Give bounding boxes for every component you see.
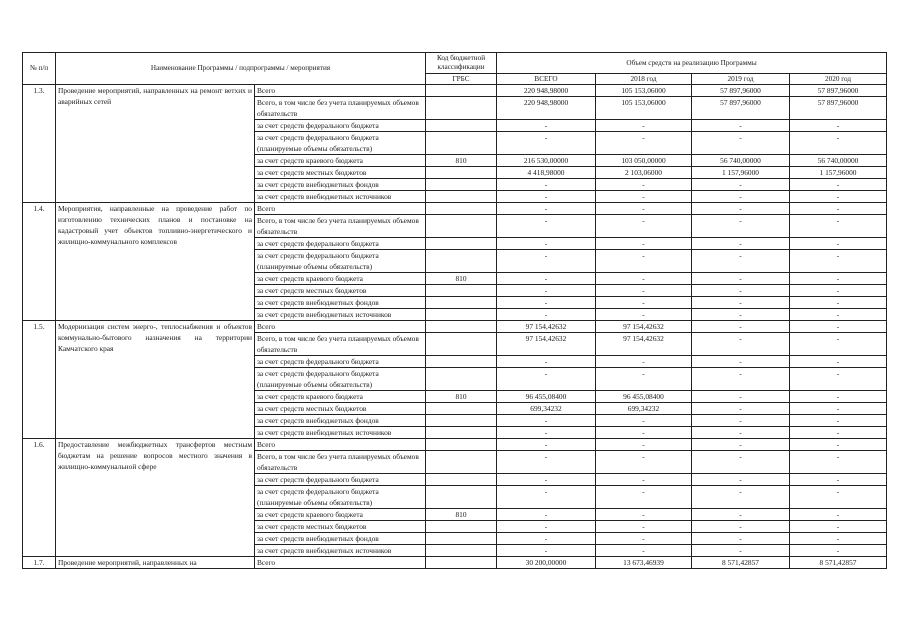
document-page bbox=[22, 52, 886, 569]
amount-total: - bbox=[497, 521, 596, 533]
amount-total: - bbox=[497, 297, 596, 309]
table-row bbox=[23, 439, 887, 451]
amount-total: 96 455,08400 bbox=[497, 391, 596, 403]
amount-2018: 2 103,06000 bbox=[596, 167, 692, 179]
item-number: 1.3. bbox=[23, 85, 56, 203]
amount-total: - bbox=[497, 132, 596, 155]
amount-2019: - bbox=[692, 521, 790, 533]
grbs-code bbox=[426, 333, 497, 356]
amount-total: 216 530,00000 bbox=[497, 155, 596, 167]
amount-total: 220 948,98000 bbox=[497, 97, 596, 120]
amount-2020: - bbox=[790, 474, 887, 486]
funding-source: за счет средств внебюджетных фондов bbox=[255, 533, 426, 545]
amount-2018: - bbox=[596, 215, 692, 238]
amount-2019: - bbox=[692, 509, 790, 521]
program-funding-table bbox=[22, 52, 887, 569]
amount-2018: - bbox=[596, 132, 692, 155]
funding-source: Всего bbox=[255, 85, 426, 97]
amount-total: 30 200,00000 bbox=[497, 557, 596, 569]
table-row bbox=[23, 321, 887, 333]
amount-2019: - bbox=[692, 533, 790, 545]
amount-2018: - bbox=[596, 439, 692, 451]
amount-total: - bbox=[497, 191, 596, 203]
grbs-code bbox=[426, 533, 497, 545]
funding-source: за счет средств краевого бюджета bbox=[255, 509, 426, 521]
amount-2020: - bbox=[790, 368, 887, 391]
item-number: 1.7. bbox=[23, 557, 56, 569]
grbs-code bbox=[426, 85, 497, 97]
amount-2019: - bbox=[692, 309, 790, 321]
funding-source: за счет средств федерального бюджета bbox=[255, 120, 426, 132]
grbs-code bbox=[426, 356, 497, 368]
amount-total: - bbox=[497, 439, 596, 451]
amount-2020: 57 897,96000 bbox=[790, 85, 887, 97]
amount-total: 699,34232 bbox=[497, 403, 596, 415]
amount-total: 220 948,98000 bbox=[497, 85, 596, 97]
amount-2020: - bbox=[790, 545, 887, 557]
item-number: 1.4. bbox=[23, 203, 56, 321]
funding-source: за счет средств краевого бюджета bbox=[255, 273, 426, 285]
funding-source: за счет средств федерального бюджета bbox=[255, 238, 426, 250]
grbs-code bbox=[426, 545, 497, 557]
funding-source: Всего bbox=[255, 557, 426, 569]
grbs-code bbox=[426, 167, 497, 179]
amount-2020: - bbox=[790, 285, 887, 297]
funding-source: за счет средств федерального бюджета bbox=[255, 356, 426, 368]
grbs-code bbox=[426, 451, 497, 474]
funding-source: за счет средств внебюджетных источников bbox=[255, 191, 426, 203]
amount-2020: 56 740,00000 bbox=[790, 155, 887, 167]
amount-2018: 96 455,08400 bbox=[596, 391, 692, 403]
amount-total: - bbox=[497, 533, 596, 545]
col-total-header: ВСЕГО bbox=[497, 74, 596, 85]
grbs-code bbox=[426, 250, 497, 273]
col-grbs-header: ГРБС bbox=[426, 74, 497, 85]
amount-2018: - bbox=[596, 309, 692, 321]
grbs-code bbox=[426, 97, 497, 120]
amount-2018: - bbox=[596, 356, 692, 368]
amount-2019: - bbox=[692, 545, 790, 557]
amount-2018: 13 673,46939 bbox=[596, 557, 692, 569]
amount-2018: - bbox=[596, 368, 692, 391]
grbs-code bbox=[426, 191, 497, 203]
amount-total: - bbox=[497, 273, 596, 285]
amount-total: - bbox=[497, 238, 596, 250]
grbs-code bbox=[426, 120, 497, 132]
amount-2020: 57 897,96000 bbox=[790, 97, 887, 120]
funding-source: за счет средств внебюджетных фондов bbox=[255, 415, 426, 427]
amount-2019: - bbox=[692, 439, 790, 451]
amount-2018: - bbox=[596, 297, 692, 309]
amount-2019: - bbox=[692, 120, 790, 132]
amount-2019: - bbox=[692, 179, 790, 191]
funding-source: за счет средств внебюджетных источников bbox=[255, 309, 426, 321]
amount-total: - bbox=[497, 285, 596, 297]
program-name: Проведение мероприятий, направленных на ремонт ветхих и аварийных сетей bbox=[56, 85, 255, 203]
amount-2020: - bbox=[790, 203, 887, 215]
amount-total: - bbox=[497, 415, 596, 427]
amount-2019: - bbox=[692, 297, 790, 309]
amount-2019: 8 571,42857 bbox=[692, 557, 790, 569]
amount-total: - bbox=[497, 486, 596, 509]
program-name: Предоставление межбюджетных трансфертов местным бюджетам на решение вопросов местного значения в жилищно-коммунальной сфере bbox=[56, 439, 255, 557]
grbs-code bbox=[426, 321, 497, 333]
funding-source: Всего, в том числе без учета планируемых объемов обязательств bbox=[255, 333, 426, 356]
col-2019-header: 2019 год bbox=[692, 74, 790, 85]
amount-2019: 56 740,00000 bbox=[692, 155, 790, 167]
amount-total: - bbox=[497, 368, 596, 391]
amount-2018: 97 154,42632 bbox=[596, 321, 692, 333]
amount-2018: - bbox=[596, 285, 692, 297]
amount-total: - bbox=[497, 509, 596, 521]
amount-2018: 105 153,06000 bbox=[596, 97, 692, 120]
amount-2019: - bbox=[692, 273, 790, 285]
amount-2019: - bbox=[692, 333, 790, 356]
amount-2018: - bbox=[596, 203, 692, 215]
amount-2020: 8 571,42857 bbox=[790, 557, 887, 569]
funding-source: за счет средств внебюджетных источников bbox=[255, 427, 426, 439]
grbs-code bbox=[426, 557, 497, 569]
funding-source: за счет средств внебюджетных фондов bbox=[255, 297, 426, 309]
grbs-code: 810 bbox=[426, 155, 497, 167]
amount-2019: - bbox=[692, 486, 790, 509]
grbs-code bbox=[426, 474, 497, 486]
amount-total: 97 154,42632 bbox=[497, 321, 596, 333]
amount-total: - bbox=[497, 250, 596, 273]
col-2018-header: 2018 год bbox=[596, 74, 692, 85]
grbs-code bbox=[426, 427, 497, 439]
amount-2020: - bbox=[790, 486, 887, 509]
amount-2019: 57 897,96000 bbox=[692, 97, 790, 120]
amount-2019: - bbox=[692, 285, 790, 297]
table-row bbox=[23, 203, 887, 215]
amount-2019: - bbox=[692, 403, 790, 415]
amount-total: - bbox=[497, 309, 596, 321]
amount-total: - bbox=[497, 120, 596, 132]
amount-total: - bbox=[497, 215, 596, 238]
grbs-code bbox=[426, 179, 497, 191]
amount-total: - bbox=[497, 451, 596, 474]
amount-2019: 57 897,96000 bbox=[692, 85, 790, 97]
amount-2020: - bbox=[790, 451, 887, 474]
grbs-code: 810 bbox=[426, 509, 497, 521]
funding-source: за счет средств внебюджетных источников bbox=[255, 545, 426, 557]
col-volume-header: Объем средств на реализацию Программы bbox=[497, 53, 887, 74]
amount-2020: - bbox=[790, 415, 887, 427]
amount-total: - bbox=[497, 545, 596, 557]
grbs-code bbox=[426, 297, 497, 309]
amount-2018: 105 153,06000 bbox=[596, 85, 692, 97]
amount-2020: - bbox=[790, 356, 887, 368]
amount-2018: 699,34232 bbox=[596, 403, 692, 415]
funding-source: за счет средств федерального бюджета (планируемые объемы обязательств) bbox=[255, 368, 426, 391]
amount-2020: - bbox=[790, 191, 887, 203]
grbs-code bbox=[426, 521, 497, 533]
amount-2020: - bbox=[790, 120, 887, 132]
amount-2020: - bbox=[790, 521, 887, 533]
amount-2020: - bbox=[790, 321, 887, 333]
amount-2020: - bbox=[790, 179, 887, 191]
amount-2019: 1 157,96000 bbox=[692, 167, 790, 179]
funding-source: за счет средств краевого бюджета bbox=[255, 155, 426, 167]
amount-total: - bbox=[497, 474, 596, 486]
amount-2018: - bbox=[596, 120, 692, 132]
amount-2018: - bbox=[596, 533, 692, 545]
amount-2019: - bbox=[692, 132, 790, 155]
amount-2020: - bbox=[790, 333, 887, 356]
funding-source: за счет средств местных бюджетов bbox=[255, 521, 426, 533]
amount-2020: - bbox=[790, 533, 887, 545]
grbs-code bbox=[426, 238, 497, 250]
funding-source: Всего bbox=[255, 203, 426, 215]
grbs-code bbox=[426, 203, 497, 215]
amount-2020: - bbox=[790, 132, 887, 155]
amount-2018: - bbox=[596, 191, 692, 203]
amount-total: 4 418,98000 bbox=[497, 167, 596, 179]
amount-2018: - bbox=[596, 474, 692, 486]
program-name: Модернизация систем энерго-, теплоснабжения и объектов коммунально-бытового назначения на территории Камчатского края bbox=[56, 321, 255, 439]
grbs-code: 810 bbox=[426, 391, 497, 403]
header-row bbox=[23, 53, 887, 74]
amount-2019: - bbox=[692, 250, 790, 273]
grbs-code: 810 bbox=[426, 273, 497, 285]
funding-source: Всего bbox=[255, 439, 426, 451]
amount-total: - bbox=[497, 179, 596, 191]
amount-2020: - bbox=[790, 215, 887, 238]
amount-2018: - bbox=[596, 415, 692, 427]
item-number: 1.5. bbox=[23, 321, 56, 439]
amount-2019: - bbox=[692, 427, 790, 439]
amount-2018: - bbox=[596, 509, 692, 521]
amount-2019: - bbox=[692, 321, 790, 333]
amount-2020: - bbox=[790, 391, 887, 403]
grbs-code bbox=[426, 215, 497, 238]
funding-source: Всего, в том числе без учета планируемых объемов обязательств bbox=[255, 97, 426, 120]
col-kbk-header: Код бюджетной классификации bbox=[426, 53, 497, 74]
col-2020-header: 2020 год bbox=[790, 74, 887, 85]
funding-source: за счет средств местных бюджетов bbox=[255, 285, 426, 297]
grbs-code bbox=[426, 403, 497, 415]
col-name-header: Наименование Программы / подпрограммы / мероприятия bbox=[56, 53, 426, 85]
amount-2018: - bbox=[596, 427, 692, 439]
amount-total: - bbox=[497, 203, 596, 215]
funding-source: за счет средств федерального бюджета bbox=[255, 474, 426, 486]
amount-2020: - bbox=[790, 439, 887, 451]
table-row bbox=[23, 557, 887, 569]
grbs-code bbox=[426, 132, 497, 155]
amount-2019: - bbox=[692, 415, 790, 427]
amount-2019: - bbox=[692, 215, 790, 238]
col-number-header: № п/п bbox=[23, 53, 56, 85]
amount-total: 97 154,42632 bbox=[497, 333, 596, 356]
item-number: 1.6. bbox=[23, 439, 56, 557]
funding-source: за счет средств федерального бюджета (планируемые объемы обязательств) bbox=[255, 132, 426, 155]
grbs-code bbox=[426, 309, 497, 321]
program-name: Мероприятия, направленные на проведение работ по изготовлению технических планов и постановке на кадастровый учет объектов топливно-энергетического и жилищно-коммунального комплексов bbox=[56, 203, 255, 321]
amount-2020: - bbox=[790, 427, 887, 439]
funding-source: Всего, в том числе без учета планируемых объемов обязательств bbox=[255, 451, 426, 474]
amount-2018: - bbox=[596, 545, 692, 557]
amount-2019: - bbox=[692, 203, 790, 215]
grbs-code bbox=[426, 368, 497, 391]
funding-source: за счет средств местных бюджетов bbox=[255, 167, 426, 179]
amount-2020: - bbox=[790, 403, 887, 415]
amount-2019: - bbox=[692, 391, 790, 403]
amount-2020: - bbox=[790, 509, 887, 521]
amount-2019: - bbox=[692, 451, 790, 474]
amount-2020: - bbox=[790, 309, 887, 321]
amount-2018: 97 154,42632 bbox=[596, 333, 692, 356]
amount-2018: - bbox=[596, 273, 692, 285]
amount-2018: 103 050,00000 bbox=[596, 155, 692, 167]
amount-2019: - bbox=[692, 474, 790, 486]
amount-2019: - bbox=[692, 238, 790, 250]
amount-total: - bbox=[497, 356, 596, 368]
funding-source: за счет средств краевого бюджета bbox=[255, 391, 426, 403]
funding-source: за счет средств федерального бюджета (планируемые объемы обязательств) bbox=[255, 250, 426, 273]
grbs-code bbox=[426, 415, 497, 427]
table-body bbox=[23, 85, 887, 569]
amount-total: - bbox=[497, 427, 596, 439]
funding-source: Всего, в том числе без учета планируемых объемов обязательств bbox=[255, 215, 426, 238]
amount-2019: - bbox=[692, 356, 790, 368]
grbs-code bbox=[426, 285, 497, 297]
amount-2020: - bbox=[790, 238, 887, 250]
amount-2020: 1 157,96000 bbox=[790, 167, 887, 179]
grbs-code bbox=[426, 486, 497, 509]
amount-2018: - bbox=[596, 238, 692, 250]
amount-2018: - bbox=[596, 486, 692, 509]
funding-source: за счет средств местных бюджетов bbox=[255, 403, 426, 415]
grbs-code bbox=[426, 439, 497, 451]
amount-2018: - bbox=[596, 179, 692, 191]
amount-2020: - bbox=[790, 250, 887, 273]
amount-2018: - bbox=[596, 521, 692, 533]
funding-source: за счет средств федерального бюджета (планируемые объемы обязательств) bbox=[255, 486, 426, 509]
amount-2019: - bbox=[692, 368, 790, 391]
amount-2019: - bbox=[692, 191, 790, 203]
amount-2020: - bbox=[790, 297, 887, 309]
funding-source: за счет средств внебюджетных фондов bbox=[255, 179, 426, 191]
program-name: Проведение мероприятий, направленных на bbox=[56, 557, 255, 569]
amount-2018: - bbox=[596, 250, 692, 273]
funding-source: Всего bbox=[255, 321, 426, 333]
amount-2018: - bbox=[596, 451, 692, 474]
amount-2020: - bbox=[790, 273, 887, 285]
table-row bbox=[23, 85, 887, 97]
